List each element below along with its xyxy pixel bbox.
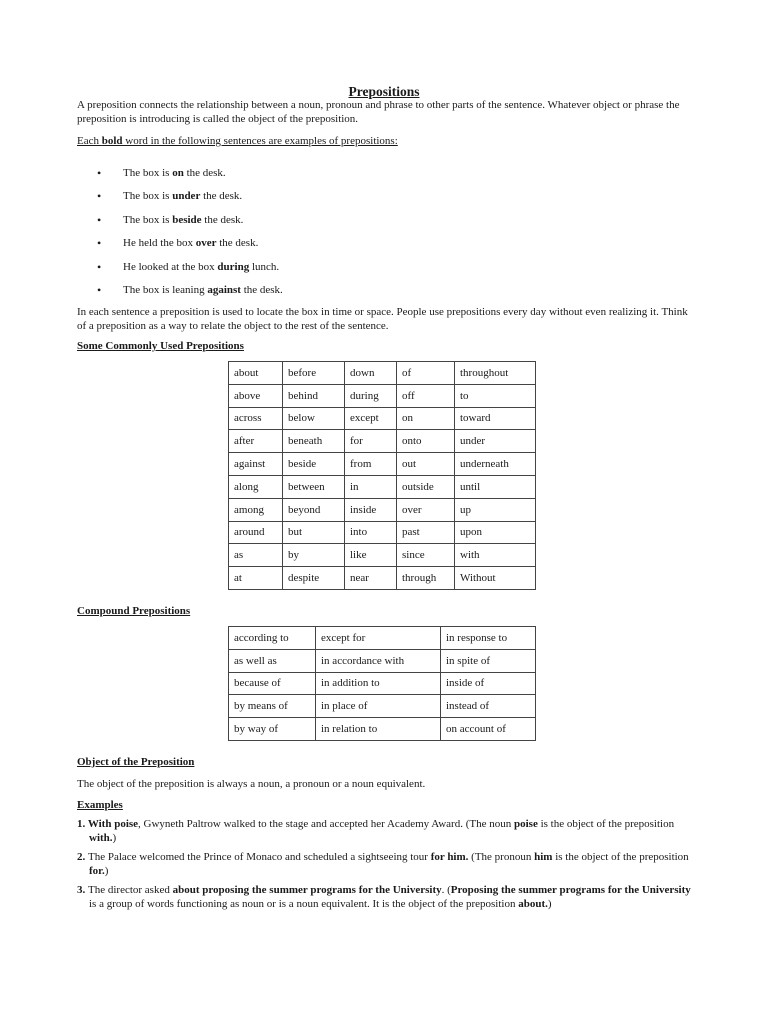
example-bold-text: poise	[513, 818, 538, 830]
numbered-example	[77, 884, 697, 911]
table-cell: outside	[397, 475, 455, 498]
table-cell: like	[345, 544, 397, 567]
table-row	[229, 649, 536, 672]
table-cell: by	[283, 544, 345, 567]
table-row	[229, 407, 536, 430]
table-cell: throughout	[455, 362, 536, 385]
table-cell: about	[229, 362, 283, 385]
sentence-preposition: against	[207, 283, 241, 296]
table-cell: since	[397, 544, 455, 567]
example-text: The Palace welcomed the Prince of Monaco and scheduled a sightseeing tour	[88, 851, 431, 863]
example-bold-text: with.	[89, 831, 113, 844]
table-cell: in	[345, 475, 397, 498]
table-cell: behind	[283, 384, 345, 407]
table-cell: inside	[345, 498, 397, 521]
example-text: )	[112, 831, 117, 844]
example-sentence-list	[77, 162, 283, 302]
table-cell: on account of	[441, 718, 536, 741]
sentence-text: The box is leaning	[123, 283, 208, 296]
table-cell: past	[397, 521, 455, 544]
table-cell: as	[229, 544, 283, 567]
table-cell: beyond	[283, 498, 345, 521]
table-row	[229, 362, 536, 385]
example-bold-text: 1.	[77, 818, 88, 830]
common-prepositions-heading: Some Commonly Used Prepositions	[77, 340, 244, 352]
example-bold-text: for him.	[430, 851, 469, 863]
table-cell: according to	[229, 627, 316, 650]
example-text: is the object of the preposition	[537, 818, 675, 830]
compound-prepositions-heading: Compound Prepositions	[77, 605, 191, 617]
example-sentence	[77, 209, 283, 232]
table-cell: underneath	[455, 453, 536, 476]
table-cell: across	[229, 407, 283, 430]
table-cell: inside of	[441, 672, 536, 695]
table-cell: by means of	[229, 695, 316, 718]
example-text: is the object of the preposition	[552, 851, 689, 863]
sentence-text: The box is	[123, 190, 173, 203]
sentence-preposition: during	[217, 260, 250, 273]
sentence-preposition: under	[172, 190, 201, 203]
sentence-text: The box is	[123, 213, 173, 226]
table-cell: off	[397, 384, 455, 407]
bold-note-post: word in the following sentences are examples of prepositions:	[122, 135, 398, 147]
table-row	[229, 430, 536, 453]
table-cell: from	[345, 453, 397, 476]
table-cell: down	[345, 362, 397, 385]
object-paragraph: The object of the preposition is always a noun, a pronoun or a noun equivalent.	[77, 778, 426, 790]
table-cell: on	[397, 407, 455, 430]
table-row	[229, 384, 536, 407]
sentence-text: lunch.	[249, 260, 280, 273]
bold-note-bold: bold	[101, 135, 123, 147]
examples-heading: Examples	[77, 799, 123, 811]
table-cell: with	[455, 544, 536, 567]
table-cell: in place of	[316, 695, 441, 718]
example-text: is a group of words functioning as noun or is a noun equivalent. It is the object of the preposition	[89, 897, 519, 910]
sentence-text: the desk.	[200, 190, 243, 203]
table-cell: against	[229, 453, 283, 476]
table-row	[229, 498, 536, 521]
table-row	[229, 521, 536, 544]
table-cell: at	[229, 567, 283, 590]
table-cell: in addition to	[316, 672, 441, 695]
table-cell: onto	[397, 430, 455, 453]
table-cell: through	[397, 567, 455, 590]
table-cell: upon	[455, 521, 536, 544]
table-cell: around	[229, 521, 283, 544]
sentence-preposition: on	[172, 167, 184, 179]
table-row	[229, 567, 536, 590]
table-cell: out	[397, 453, 455, 476]
table-cell: up	[455, 498, 536, 521]
table-row	[229, 672, 536, 695]
numbered-example	[77, 818, 697, 845]
table-cell: along	[229, 475, 283, 498]
example-text: (The pronoun	[468, 851, 535, 863]
sentence-text: the desk.	[183, 167, 226, 179]
numbered-example	[77, 851, 697, 878]
intro-paragraph: A preposition connects the relationship between a noun, pronoun and phrase to other parts of the sentence. Whatever object or phrase the preposition is introducing is called the object of the preposition.	[77, 99, 680, 125]
table-cell: except	[345, 407, 397, 430]
common-prepositions-table	[228, 361, 536, 590]
sentence-text: the desk.	[240, 283, 283, 296]
example-bold-text: about proposing the summer programs for the University	[172, 884, 442, 896]
table-cell: between	[283, 475, 345, 498]
example-text: The director asked	[88, 884, 173, 896]
table-cell: under	[455, 430, 536, 453]
example-bold-text: for.	[89, 864, 105, 877]
table-row	[229, 627, 536, 650]
table-row	[229, 695, 536, 718]
table-cell: until	[455, 475, 536, 498]
sentence-text: the desk.	[216, 237, 259, 250]
example-bold-text: him	[534, 851, 553, 863]
table-cell: before	[283, 362, 345, 385]
table-cell: Without	[455, 567, 536, 590]
example-bold-text: With poise	[87, 818, 139, 830]
sentence-text: He held the box	[123, 237, 196, 250]
example-sentence	[77, 185, 283, 208]
table-cell: of	[397, 362, 455, 385]
table-row	[229, 453, 536, 476]
table-cell: into	[345, 521, 397, 544]
table-cell: over	[397, 498, 455, 521]
bold-note	[77, 135, 697, 149]
example-bold-text: 2.	[77, 851, 88, 863]
example-bold-text: about.	[518, 897, 548, 910]
sentence-text: the desk.	[201, 213, 244, 226]
sentence-preposition: over	[195, 237, 217, 250]
table-cell: after	[229, 430, 283, 453]
example-bold-text: Proposing the summer programs for the University	[450, 884, 691, 896]
example-text: )	[104, 864, 109, 877]
table-cell: but	[283, 521, 345, 544]
table-cell: in accordance with	[316, 649, 441, 672]
sentence-text: The box is	[123, 167, 173, 179]
bold-note-pre: Each	[77, 135, 102, 147]
table-cell: except for	[316, 627, 441, 650]
table-row	[229, 718, 536, 741]
table-cell: despite	[283, 567, 345, 590]
compound-prepositions-table	[228, 626, 536, 741]
table-cell: for	[345, 430, 397, 453]
table-cell: instead of	[441, 695, 536, 718]
table-cell: below	[283, 407, 345, 430]
example-bold-text: 3.	[77, 884, 88, 896]
table-cell: in spite of	[441, 649, 536, 672]
table-row	[229, 544, 536, 567]
table-cell: to	[455, 384, 536, 407]
table-cell: by way of	[229, 718, 316, 741]
example-text: , Gwyneth Paltrow walked to the stage and accepted her Academy Award. (The noun	[138, 818, 514, 830]
example-sentence	[77, 162, 283, 185]
page-title: Prepositions	[348, 84, 420, 99]
table-cell: among	[229, 498, 283, 521]
table-cell: during	[345, 384, 397, 407]
table-row	[229, 475, 536, 498]
numbered-examples-list	[77, 818, 697, 917]
sentence-preposition: beside	[172, 213, 202, 226]
example-text: )	[547, 897, 552, 910]
table-cell: toward	[455, 407, 536, 430]
table-cell: as well as	[229, 649, 316, 672]
table-cell: beneath	[283, 430, 345, 453]
example-sentence	[77, 256, 283, 279]
table-cell: near	[345, 567, 397, 590]
table-cell: because of	[229, 672, 316, 695]
table-cell: in response to	[441, 627, 536, 650]
object-heading: Object of the Preposition	[77, 756, 195, 768]
explanation-paragraph: In each sentence a preposition is used to locate the box in time or space. People use prepositions every day without even realizing it. Think of a preposition as a way to relate the object to the rest of the sentence.	[77, 306, 688, 332]
example-text: . (	[441, 884, 451, 896]
table-cell: above	[229, 384, 283, 407]
example-sentence	[77, 279, 283, 302]
table-cell: in relation to	[316, 718, 441, 741]
sentence-text: He looked at the box	[123, 260, 218, 273]
table-cell: beside	[283, 453, 345, 476]
example-sentence	[77, 232, 283, 255]
